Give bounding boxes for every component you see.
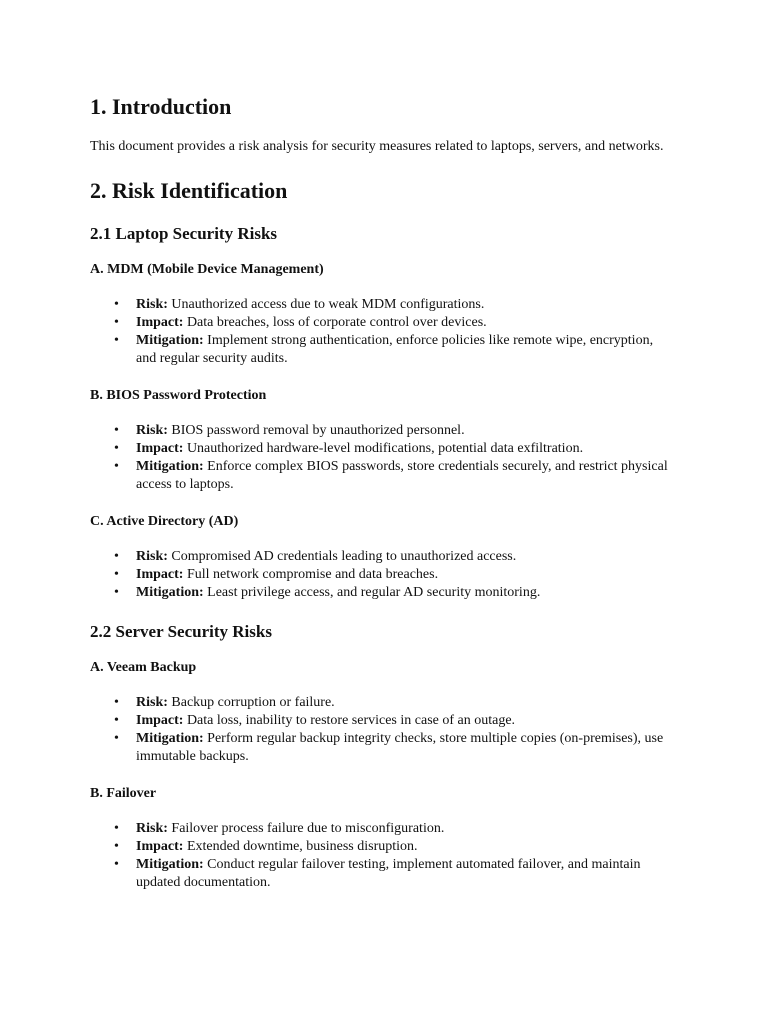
list-item-risk bbox=[114, 694, 670, 712]
risk-text: Failover process failure due to misconfiguration. bbox=[171, 821, 445, 836]
bullet-icon: • bbox=[114, 695, 119, 710]
mdm-risk-list bbox=[90, 296, 670, 368]
bullet-icon: • bbox=[114, 821, 119, 836]
list-item-mitigation bbox=[114, 332, 670, 368]
impact-text: Full network compromise and data breaches. bbox=[186, 567, 439, 582]
list-item-risk bbox=[114, 820, 670, 838]
introduction-paragraph: This document provides a risk analysis for security measures related to laptops, servers, and networks. bbox=[90, 139, 664, 154]
list-item-mitigation bbox=[114, 856, 670, 892]
bullet-icon: • bbox=[114, 423, 119, 438]
bullet-icon: • bbox=[114, 713, 119, 728]
item-heading-mdm: A. MDM (Mobile Device Management) bbox=[90, 262, 324, 277]
risk-label: Risk: bbox=[136, 821, 168, 836]
risk-label: Risk: bbox=[136, 423, 168, 438]
subsection-heading-laptop-security: 2.1 Laptop Security Risks bbox=[90, 224, 278, 243]
mitigation-text: Perform regular backup integrity checks, store multiple copies (on-premises), use immutable backups. bbox=[136, 731, 664, 764]
bullet-icon: • bbox=[114, 731, 119, 746]
bullet-icon: • bbox=[114, 333, 119, 348]
bullet-icon: • bbox=[114, 315, 119, 330]
mitigation-label: Mitigation: bbox=[136, 333, 204, 348]
list-item-impact bbox=[114, 566, 670, 584]
list-item-impact bbox=[114, 838, 670, 856]
risk-text: BIOS password removal by unauthorized personnel. bbox=[171, 423, 465, 438]
list-item-mitigation bbox=[114, 584, 670, 602]
bullet-icon: • bbox=[114, 857, 119, 872]
impact-text: Data breaches, loss of corporate control over devices. bbox=[186, 315, 487, 330]
bullet-icon: • bbox=[114, 549, 119, 564]
impact-label: Impact: bbox=[136, 839, 184, 854]
mitigation-label: Mitigation: bbox=[136, 585, 204, 600]
impact-label: Impact: bbox=[136, 441, 184, 456]
list-item-risk bbox=[114, 422, 670, 440]
list-item-impact bbox=[114, 712, 670, 730]
risk-label: Risk: bbox=[136, 695, 168, 710]
list-item-mitigation bbox=[114, 730, 670, 766]
document-page bbox=[90, 92, 670, 892]
item-heading-veeam-backup: A. Veeam Backup bbox=[90, 660, 197, 675]
list-item-mitigation bbox=[114, 458, 670, 494]
mitigation-label: Mitigation: bbox=[136, 459, 204, 474]
impact-text: Extended downtime, business disruption. bbox=[186, 839, 418, 854]
bullet-icon: • bbox=[114, 585, 119, 600]
item-heading-active-directory: C. Active Directory (AD) bbox=[90, 514, 239, 529]
risk-text: Compromised AD credentials leading to unauthorized access. bbox=[171, 549, 517, 564]
bullet-icon: • bbox=[114, 567, 119, 582]
impact-text: Unauthorized hardware-level modifications, potential data exfiltration. bbox=[186, 441, 584, 456]
bullet-icon: • bbox=[114, 839, 119, 854]
item-heading-failover: B. Failover bbox=[90, 786, 157, 801]
bios-risk-list bbox=[90, 422, 670, 494]
mitigation-text: Enforce complex BIOS passwords, store credentials securely, and restrict physical access to laptops. bbox=[136, 459, 668, 492]
bullet-icon: • bbox=[114, 441, 119, 456]
mitigation-text: Implement strong authentication, enforce policies like remote wipe, encryption, and regular security audits. bbox=[136, 333, 654, 366]
risk-label: Risk: bbox=[136, 297, 168, 312]
risk-label: Risk: bbox=[136, 549, 168, 564]
ad-risk-list bbox=[90, 548, 670, 602]
impact-label: Impact: bbox=[136, 315, 184, 330]
section-heading-risk-identification: 2. Risk Identification bbox=[90, 178, 288, 203]
failover-risk-list bbox=[90, 820, 670, 892]
impact-text: Data loss, inability to restore services in case of an outage. bbox=[186, 713, 516, 728]
risk-text: Unauthorized access due to weak MDM configurations. bbox=[171, 297, 485, 312]
mitigation-label: Mitigation: bbox=[136, 731, 204, 746]
mitigation-text: Least privilege access, and regular AD security monitoring. bbox=[207, 585, 541, 600]
veeam-risk-list bbox=[90, 694, 670, 766]
bullet-icon: • bbox=[114, 459, 119, 474]
impact-label: Impact: bbox=[136, 567, 184, 582]
mitigation-label: Mitigation: bbox=[136, 857, 204, 872]
item-heading-bios: B. BIOS Password Protection bbox=[90, 388, 267, 403]
risk-text: Backup corruption or failure. bbox=[171, 695, 335, 710]
subsection-heading-server-security: 2.2 Server Security Risks bbox=[90, 622, 272, 641]
bullet-icon: • bbox=[114, 297, 119, 312]
section-heading-introduction: 1. Introduction bbox=[90, 94, 232, 119]
list-item-risk bbox=[114, 296, 670, 314]
impact-label: Impact: bbox=[136, 713, 184, 728]
mitigation-text: Conduct regular failover testing, implement automated failover, and maintain updated documentation. bbox=[136, 857, 641, 890]
list-item-impact bbox=[114, 314, 670, 332]
list-item-impact bbox=[114, 440, 670, 458]
list-item-risk bbox=[114, 548, 670, 566]
